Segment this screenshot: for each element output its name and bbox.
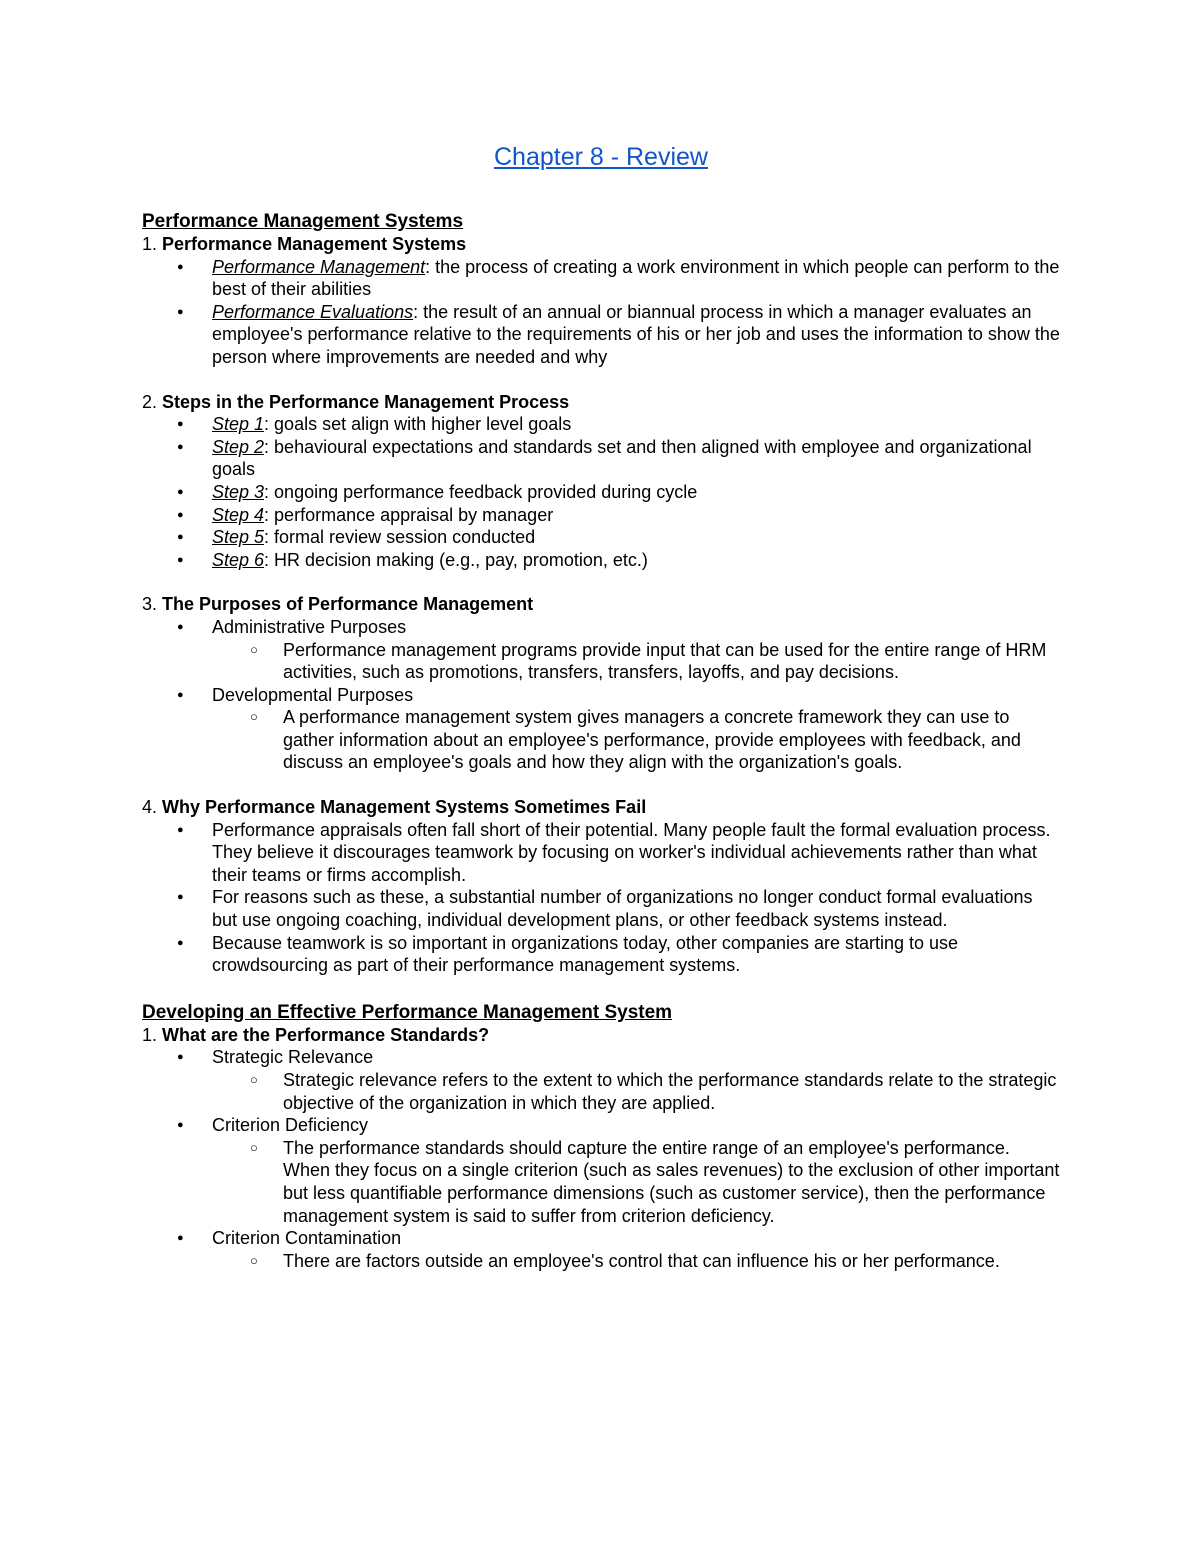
list-item: ● For reasons such as these, a substantial number of organizations no longer conduct formal evaluations but use ongoing coaching, individual development plans, or other feedback systems instead. <box>142 886 1060 931</box>
list-item: ● Because teamwork is so important in organizations today, other companies are starting to use crowdsourcing as part of their performance management systems. <box>142 932 1060 977</box>
sub-list <box>212 1137 1060 1227</box>
question-block <box>142 391 1060 572</box>
list-item: ● Performance Evaluations: the result of an annual or biannual process in which a manager evaluates an employee's performance relative to the requirements of his or her job and uses the information to show the person where improvements are needed and why <box>142 301 1060 369</box>
list-item: ● Step 6: HR decision making (e.g., pay, promotion, etc.) <box>142 549 1060 572</box>
sub-list <box>212 639 1060 684</box>
term: Step 6 <box>212 549 265 570</box>
term: Performance Evaluations <box>212 301 414 322</box>
list-item: ● Developmental Purposes ○ A performance management system gives managers a concrete framework they can use to gather information about an employee's performance, provide employees with feedback, and discuss an employee's goals and how they align with the organization's goals. <box>142 684 1060 774</box>
question-heading: 2. Steps in the Performance Management Process <box>142 391 570 412</box>
sub-list <box>212 1069 1060 1114</box>
question-heading: 1. What are the Performance Standards? <box>142 1024 490 1045</box>
list-item: ● Step 3: ongoing performance feedback provided during cycle <box>142 481 1060 504</box>
question-heading: 3. The Purposes of Performance Management <box>142 594 534 615</box>
question-block <box>142 796 1060 977</box>
sub-list <box>212 706 1060 774</box>
bullet-list <box>142 1046 1060 1272</box>
question-block <box>142 233 1060 369</box>
bullet-list <box>142 616 1060 774</box>
term: Step 1 <box>212 414 265 435</box>
list-item: ● Performance appraisals often fall short of their potential. Many people fault the formal evaluation process. They believe it discourages teamwork by focusing on worker's individual achievements rather than what their teams or firms accomplish. <box>142 819 1060 887</box>
bullet-list <box>142 413 1060 571</box>
section-developing-effective-system <box>142 1001 1060 1273</box>
list-item: ● Step 2: behavioural expectations and standards set and then aligned with employee and organizational goals <box>142 436 1060 481</box>
sub-list-item: ○ There are factors outside an employee's control that can influence his or her performance. <box>142 1250 1060 1273</box>
list-item: ● Step 5: formal review session conducted <box>142 526 1060 549</box>
list-item: ● Step 1: goals set align with higher level goals <box>142 413 1060 436</box>
section-heading: Performance Management Systems <box>142 211 464 232</box>
question-heading: 1. Performance Management Systems <box>142 234 467 254</box>
term: Step 5 <box>212 527 265 548</box>
bullet-list <box>142 256 1060 369</box>
list-item: ● Administrative Purposes ○ Performance management programs provide input that can be used for the entire range of HRM activities, such as promotions, transfers, transfers, layoffs, and pay decisions. <box>142 616 1060 684</box>
question-block <box>142 1024 1060 1273</box>
list-item: ● Performance Management: the process of creating a work environment in which people can perform to the best of their abilities <box>142 256 1060 301</box>
section-performance-management-systems <box>142 210 1060 977</box>
term: Step 2 <box>212 436 265 457</box>
bullet-list <box>142 819 1060 977</box>
document-title: Chapter 8 - Review <box>494 143 708 171</box>
list-item: ● Criterion Deficiency ○ The performance standards should capture the entire range of an employee's performance. When they focus on a single criterion (such as sales revenues) to the exclusion of other important but less quantifiable performance dimensions (such as customer service), then the performance management system is said to suffer from criterion deficiency. <box>142 1114 1060 1227</box>
list-item: ● Strategic Relevance ○ Strategic relevance refers to the extent to which the performance standards relate to the strategic objective of the organization in which they are applied. <box>142 1046 1060 1114</box>
sub-list-item: ○ Strategic relevance refers to the extent to which the performance standards relate to the strategic objective of the organization in which they are applied. <box>142 1069 1060 1114</box>
term: Step 3 <box>212 481 265 502</box>
section-heading: Developing an Effective Performance Management System <box>142 1001 673 1023</box>
term: Performance Management <box>212 256 426 277</box>
sub-list-item: ○ Performance management programs provide input that can be used for the entire range of HRM activities, such as promotions, transfers, transfers, layoffs, and pay decisions. <box>142 639 1060 684</box>
sub-list <box>212 1250 1060 1273</box>
sub-list-item: ○ The performance standards should capture the entire range of an employee's performance. When they focus on a single criterion (such as sales revenues) to the exclusion of other important but less quantifiable performance dimensions (such as customer service), then the performance management system is said to suffer from criterion deficiency. <box>142 1137 1060 1227</box>
question-block <box>142 593 1060 774</box>
term: Step 4 <box>212 504 265 525</box>
list-item: ● Criterion Contamination ○ There are factors outside an employee's control that can influence his or her performance. <box>142 1227 1060 1272</box>
sub-list-item: ○ A performance management system gives managers a concrete framework they can use to gather information about an employee's performance, provide employees with feedback, and discuss an employee's goals and how they align with the organization's goals. <box>142 706 1060 774</box>
question-heading: 4. Why Performance Management Systems Sometimes Fail <box>142 797 647 818</box>
list-item: ● Step 4: performance appraisal by manager <box>142 504 1060 527</box>
